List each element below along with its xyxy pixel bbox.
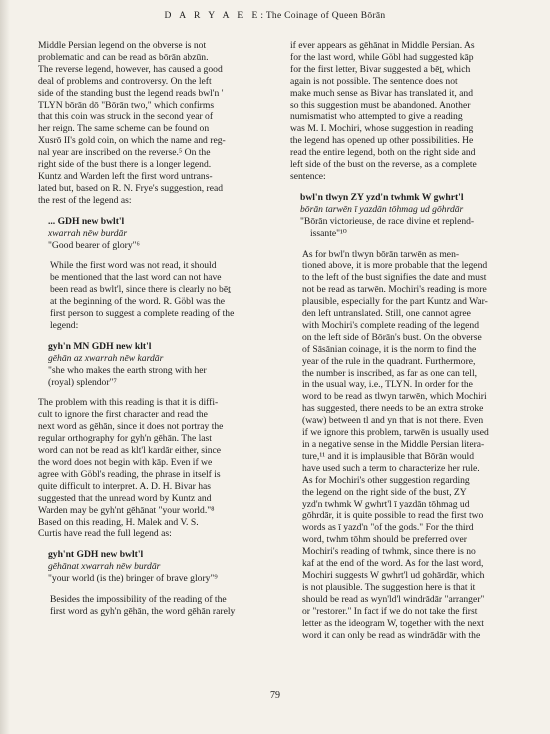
text-line: the legend has opened up other possibilities. He (290, 135, 474, 147)
transliteration: gyh'n MN GDH new klt'l (48, 340, 152, 352)
text-line: As for Mochiri's other suggestion regarding (302, 474, 470, 486)
transliteration: bwl'n tlwyn ZY yzd'n twhmk W gwhrt'l (300, 191, 464, 203)
left-para-2 (38, 260, 276, 331)
text-line: Middle Persian legend on the obverse is not (38, 40, 207, 51)
text-line: sentence: (290, 170, 326, 182)
text-line: Xusrō II's gold coin, on which the name and reg- (38, 135, 226, 147)
transliteration: gyh'nt GDH new bwlt'l (48, 549, 144, 561)
text-line: problematic and can be read as bōrān abzūn. (38, 51, 209, 63)
header-author: D A R Y A E E (164, 11, 261, 21)
text-line: agree with Göbl's reading, the phrase in itself is (38, 468, 221, 480)
text-line: quite difficult to interpret. A. D. H. Bivar has (38, 480, 212, 492)
text-line: to the left of the bust signifies the date and must (302, 272, 487, 284)
text-line: with Mochiri's complete reading of the legend (302, 319, 480, 331)
right-para-1 (290, 40, 518, 183)
text-line: word, twhm tōhm should be preferred over (302, 534, 467, 546)
left-column (38, 40, 276, 618)
text-line: words as ī yazd'n "of the gods." For the third (302, 522, 474, 534)
left-para-3 (38, 397, 276, 540)
legend-quote-4 (290, 192, 518, 240)
text-line: so this suggestion must be abandoned. Another (290, 99, 471, 111)
text-line: Mochiri suggests W gwhrt'l ud gohārdār, which (302, 569, 485, 581)
text-line: regular orthography for gyh'n gēhān. The last (38, 433, 212, 445)
running-header (0, 11, 550, 21)
text-line: was M. I. Mochiri, whose suggestion in reading (290, 123, 474, 135)
text-line: is not plausible. The suggestion here is that it (302, 581, 476, 593)
text-line: make much sense as Bivar has translated it, and (290, 87, 474, 99)
text-line: right side of the bust there is a longer legend. (38, 159, 212, 171)
text-line: While the first word was not read, it should (50, 260, 217, 272)
gloss: "your world (is the) bringer of brave glory"⁹ (48, 573, 218, 585)
text-line: the number is inscribed, as far as one can tell, (302, 367, 478, 379)
text-line: Warden may be gyh'nt gēhānat "your world."⁸ (38, 504, 215, 516)
text-line: the rest of the legend as: (38, 194, 132, 206)
text-line: or "restorer." In fact if we do not take the first (302, 605, 478, 617)
left-para-1 (38, 40, 276, 207)
text-line: The problem with this reading is that it is diffi- (38, 397, 219, 409)
header-separator: : (260, 11, 264, 21)
transcription: gēhānat xwarrah nēw burdār (48, 561, 161, 573)
text-line: on the left side of Bōrān's bust. On the obverse (302, 331, 482, 343)
text-line: Curtis have read the full legend as: (38, 528, 172, 540)
legend-quote-3 (38, 549, 276, 585)
text-line: ture,¹¹ and it is implausible that Bōrān would (302, 450, 475, 462)
text-line: kaf at the end of the word. As for the last word, (302, 558, 484, 570)
text-line: first word as gyh'n gēhān, the word gēhān rarely (50, 605, 236, 617)
text-line: yzd'n twhmk W gwhrt'l ī yazdān tōhmag ud (302, 498, 470, 510)
text-line: year of the rule in the quadrant. Furthermore, (302, 355, 476, 367)
left-para-4 (38, 594, 276, 618)
text-line: for the last word, while Göbl had suggested kāp (290, 51, 474, 63)
text-line: As for bwl'n tlwyn bōrān tarwēn as men- (302, 248, 460, 260)
right-para-3 (290, 475, 518, 642)
text-line: numismatist who attempted to give a reading (290, 111, 463, 123)
text-line: in a negative sense in the Middle Persian litera- (302, 439, 485, 450)
text-line: have used such a term to characterize her rule. (302, 462, 480, 474)
text-line: word it can only be read as windrādār with the (302, 629, 481, 641)
text-line: for the first letter, Bivar suggested a bēṯ, which (290, 63, 471, 75)
text-line: her reign. The same scheme can be found on (38, 123, 210, 135)
text-line: been read as bwlt'l, since there is clearly no bēṯ (50, 284, 231, 296)
page-number: 79 (270, 690, 280, 701)
text-line: the word does not begin with kāp. Even if we (38, 457, 213, 468)
text-line: tioned above, it is more probable that the legend (302, 260, 488, 272)
text-line: Besides the impossibility of the reading of the (50, 594, 227, 606)
text-line: of Sāsānian coinage, it is the norm to find the (302, 343, 477, 355)
transcription: bōrān tarwēn ī yazdān tōhmag ud gōhrdār (300, 203, 464, 215)
gloss: "Good bearer of glory"⁶ (48, 239, 140, 251)
gloss: "she who makes the earth strong with her (48, 364, 207, 376)
text-line: should be read as wyn'ld'l windrādār "arranger" (302, 593, 485, 605)
text-line: not be read as tarwēn. Mochiri's reading is more (302, 284, 487, 296)
text-line: next word as gēhān, since it does not portray the (38, 421, 224, 433)
text-line: that this coin was struck in the second year of (38, 111, 214, 123)
transcription: xwarrah nēw burdār (48, 227, 128, 239)
text-line: The reverse legend, however, has caused a good (38, 63, 223, 75)
header-title: The Coinage of Queen Bōrān (265, 11, 386, 21)
text-line: Mochiri's reading of twhmk, since there is no (302, 546, 476, 558)
right-column (290, 40, 518, 641)
text-line: if ever appears as gēhānat in Middle Persian. As (290, 40, 475, 51)
text-line: has suggested, there needs to be an extra stroke (302, 403, 484, 415)
text-line: left side of the bust on the reverse, as a complete (290, 159, 477, 171)
text-line: nal year are inscribed on the reverse.⁵ On the (38, 147, 211, 159)
text-line: read the entire legend, both on the right side and (290, 147, 476, 159)
text-line: letter as the ideogram W, together with the next (302, 617, 484, 629)
transliteration: ... GDH new bwlt'l (48, 215, 125, 227)
transcription: gēhān az xwarrah nēw kardār (48, 352, 164, 364)
text-line: in the usual way, i.e., TLYN. In order for the (302, 379, 473, 391)
legend-quote-2 (38, 341, 276, 389)
gloss-continued: issante"¹⁰ (310, 227, 347, 239)
text-line: first person to suggest a complete reading of the (50, 308, 235, 320)
text-line: plausible, especially for the part Kuntz and War- (302, 296, 488, 308)
text-line: if we ignore this problem, tarwēn is usually used (302, 427, 489, 439)
text-line: be mentioned that the last word can not have (50, 272, 222, 284)
text-line: again is not possible. The sentence does not (290, 75, 458, 87)
gloss-continued: (royal) splendor"⁷ (48, 376, 117, 388)
text-line: den left untranslated. Still, one cannot agree (302, 308, 471, 320)
legend-quote-1 (38, 216, 276, 252)
scan-edge (0, 0, 10, 734)
right-para-2 (290, 249, 518, 475)
text-line: word to be read as tlwyn tarwēn, which Mochiri (302, 391, 487, 403)
text-line: suggested that the unread word by Kuntz and (38, 492, 212, 504)
text-line: gōhrdār, it is quite possible to read the first two (302, 510, 484, 522)
text-line: cult to ignore the first character and read the (38, 409, 208, 421)
text-line: deal of problems and controversy. On the left (38, 75, 212, 87)
text-line: legend: (50, 319, 79, 331)
text-line: (waw) between tl and yn that is not there. Even (302, 415, 484, 427)
text-line: Kuntz and Warden left the first word untrans- (38, 170, 213, 182)
text-line: word can not be read as klt'l kardār either, since (38, 445, 222, 457)
text-line: the legend on the right side of the bust, ZY (302, 486, 467, 498)
text-line: Based on this reading, H. Malek and V. S. (38, 516, 199, 528)
text-line: lated but, based on R. N. Frye's suggestion, read (38, 182, 224, 194)
text-line: TLYN bōrān dō "Bōrān two," which confirms (38, 99, 215, 111)
text-line: side of the standing bust the legend reads bwl'n ' (38, 87, 224, 99)
text-line: at the beginning of the word. R. Göbl was the (50, 296, 226, 308)
gloss: "Bōrān victorieuse, de race divine et replend- (300, 215, 475, 227)
